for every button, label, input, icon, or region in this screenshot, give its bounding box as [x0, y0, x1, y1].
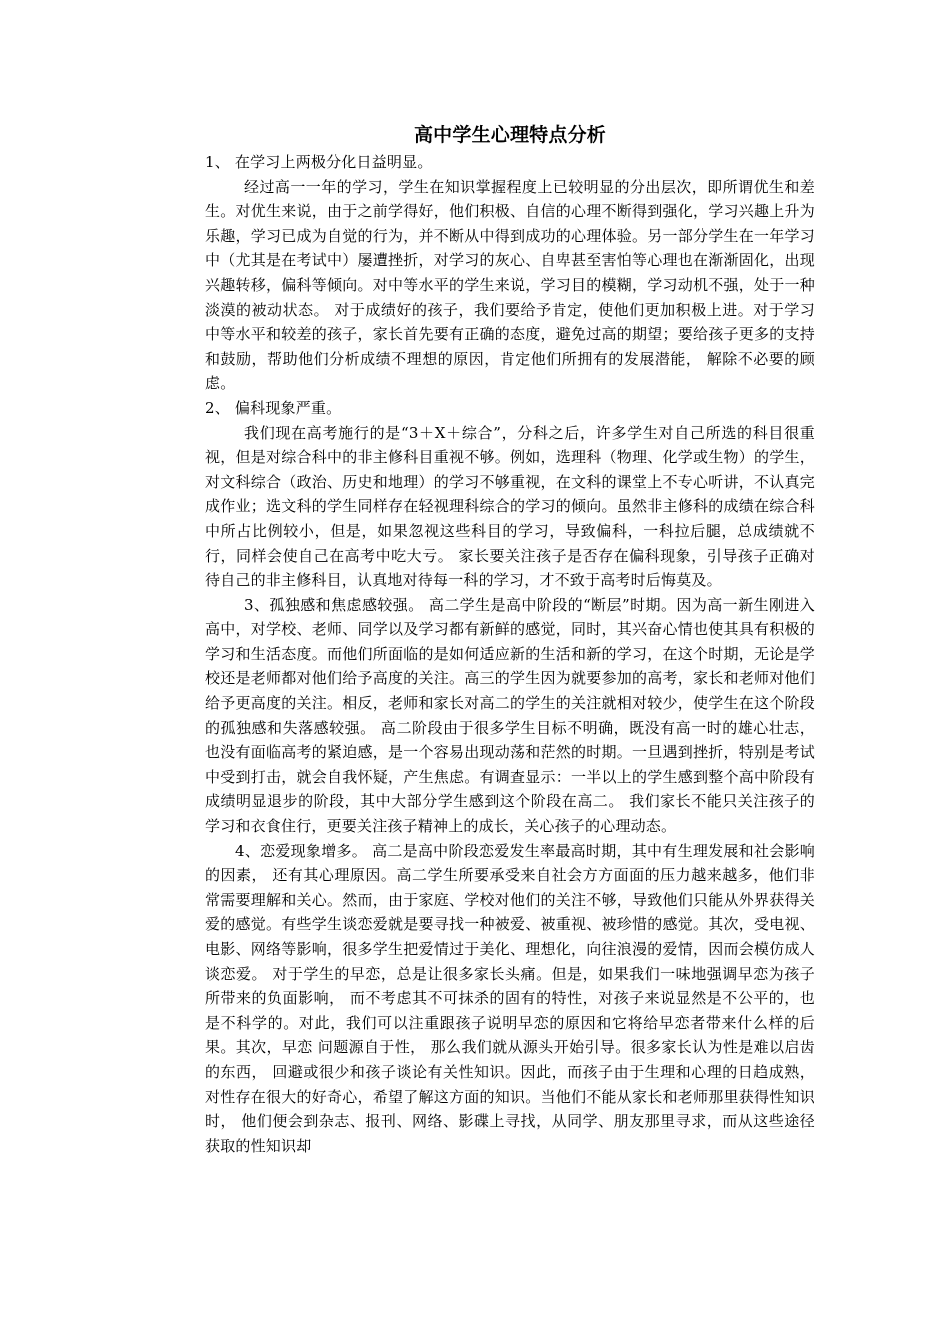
document-body — [205, 122, 815, 1158]
section-1-heading: 1、 在学习上两极分化日益明显。 — [205, 153, 433, 171]
section-3-paragraph: 3、孤独感和焦虑感较强。 高二学生是高中阶段的“断层”时期。因为高一新生刚进入高中，对学校、老师、同学以及学习都有新鲜的感觉，同时，其兴奋心情也使其具有积极的学习和生活态度。而他们所面临的是如何适应新的生活和新的学习，在这个时期，无论是学校还是老师都对他们给予高度的关注。高三的学生因为就要参加的高考，家长和老师对他们给予更高度的关注。相反，老师和家长对高二的学生的关注就相对较少，使学生在这个阶段的孤独感和失落感较强。 高二阶段由于很多学生目标不明确，既没有高一时的雄心壮志，也没有面临高考的紧迫感，是一个容易出现动荡和茫然的时期。一旦遇到挫折，特别是考试中受到打击，就会自我怀疑，产生焦虑。有调查显示：一半以上的学生感到整个高中阶段有成绩明显退步的阶段，其中大部分学生感到这个阶段在高二。 我们家长不能只关注孩子的学习和衣食住行，更要关注孩子精神上的成长，关心孩子的心理动态。 — [205, 595, 815, 836]
section-4-paragraph: 4、恋爱现象增多。 高二是高中阶段恋爱发生率最高时期，其中有生理发展和社会影响的因素， 还有其心理原因。高二学生所要承受来自社会方方面面的压力越来越多，他们非常需要理解和关心。然而，由于家庭、学校对他们的关注不够，导致他们只能从外界获得关爱的感觉。有些学生谈恋爱就是要寻找一种被爱、被重视、被珍惜的感觉。其次，受电视、电影、网络等影响，很多学生把爱情过于美化、理想化，向往浪漫的爱情，因而会模仿成人谈恋爱。 对于学生的早恋，总是让很多家长头痛。但是，如果我们一味地强调早恋为孩子所带来的负面影响， 而不考虑其不可抹杀的固有的特性，对孩子来说显然是不公平的，也是不科学的。对此，我们可以注重跟孩子说明早恋的原因和它将给早恋者带来什么样的后果。其次，早恋 问题源自于性， 那么我们就从源头开始引导。很多家长认为性是难以启齿的东西， 回避或很少和孩子谈论有关性知识。因此，而孩子由于生理和心理的日趋成熟，对性存在很大的好奇心，希望了解这方面的知识。当他们不能从家长和老师那里获得性知识时， 他们便会到杂志、报刊、网络、影碟上寻找，从同学、朋友那里寻求，而从这些途径获取的性知识却 — [205, 841, 815, 1155]
section-2-heading: 2、 偏科现象严重。 — [205, 398, 342, 417]
section-2-paragraph: 我们现在高考施行的是“3＋X＋综合”，分科之后，许多学生对自己所选的科目很重视，但是对综合科中的非主修科目重视不够。例如，选理科（物理、化学或生物）的学生，对文科综合（政治、历史和地理）的学习不够重视，在文科的课堂上不专心听讲，不认真完成作业；选文科的学生同样存在轻视理科综合的学习的倾向。虽然非主修科的成绩在综合科中所占比例较小，但是，如果忽视这些科目的学习，导致偏科，一科拉后腿，总成绩就不行，同样会使自己在高考中吃大亏。 家长要关注孩子是否存在偏科现象，引导孩子正确对待自己的非主修科目，认真地对待每一科的学习，才不致于高考时后悔莫及。 — [205, 423, 815, 590]
section-1-paragraph: 经过高一一年的学习，学生在知识掌握程度上已较明显的分出层次，即所谓优生和差生。对优生来说，由于之前学得好，他们积极、自信的心理不断得到强化，学习兴趣上升为乐趣，学习已成为自觉的行为，并不断从中得到成功的心理体验。另一部分学生在一年学习中（尤其是在考试中）屡遭挫折，对学习的灰心、自卑甚至害怕等心理也在渐渐固化，出现兴趣转移，偏科等倾向。对中等水平的学生来说，学习目的模糊，学习动机不强，处于一种淡漠的被动状态。 对于成绩好的孩子，我们要给予肯定，使他们更加积极上进。对于学习中等水平和较差的孩子，家长首先要有正确的态度，避免过高的期望；要给孩子更多的支持和鼓励，帮助他们分析成绩不理想的原因，肯定他们所拥有的发展潜能， 解除不必要的顾虑。 — [205, 177, 815, 393]
document-title: 高中学生心理特点分析 — [413, 124, 606, 146]
